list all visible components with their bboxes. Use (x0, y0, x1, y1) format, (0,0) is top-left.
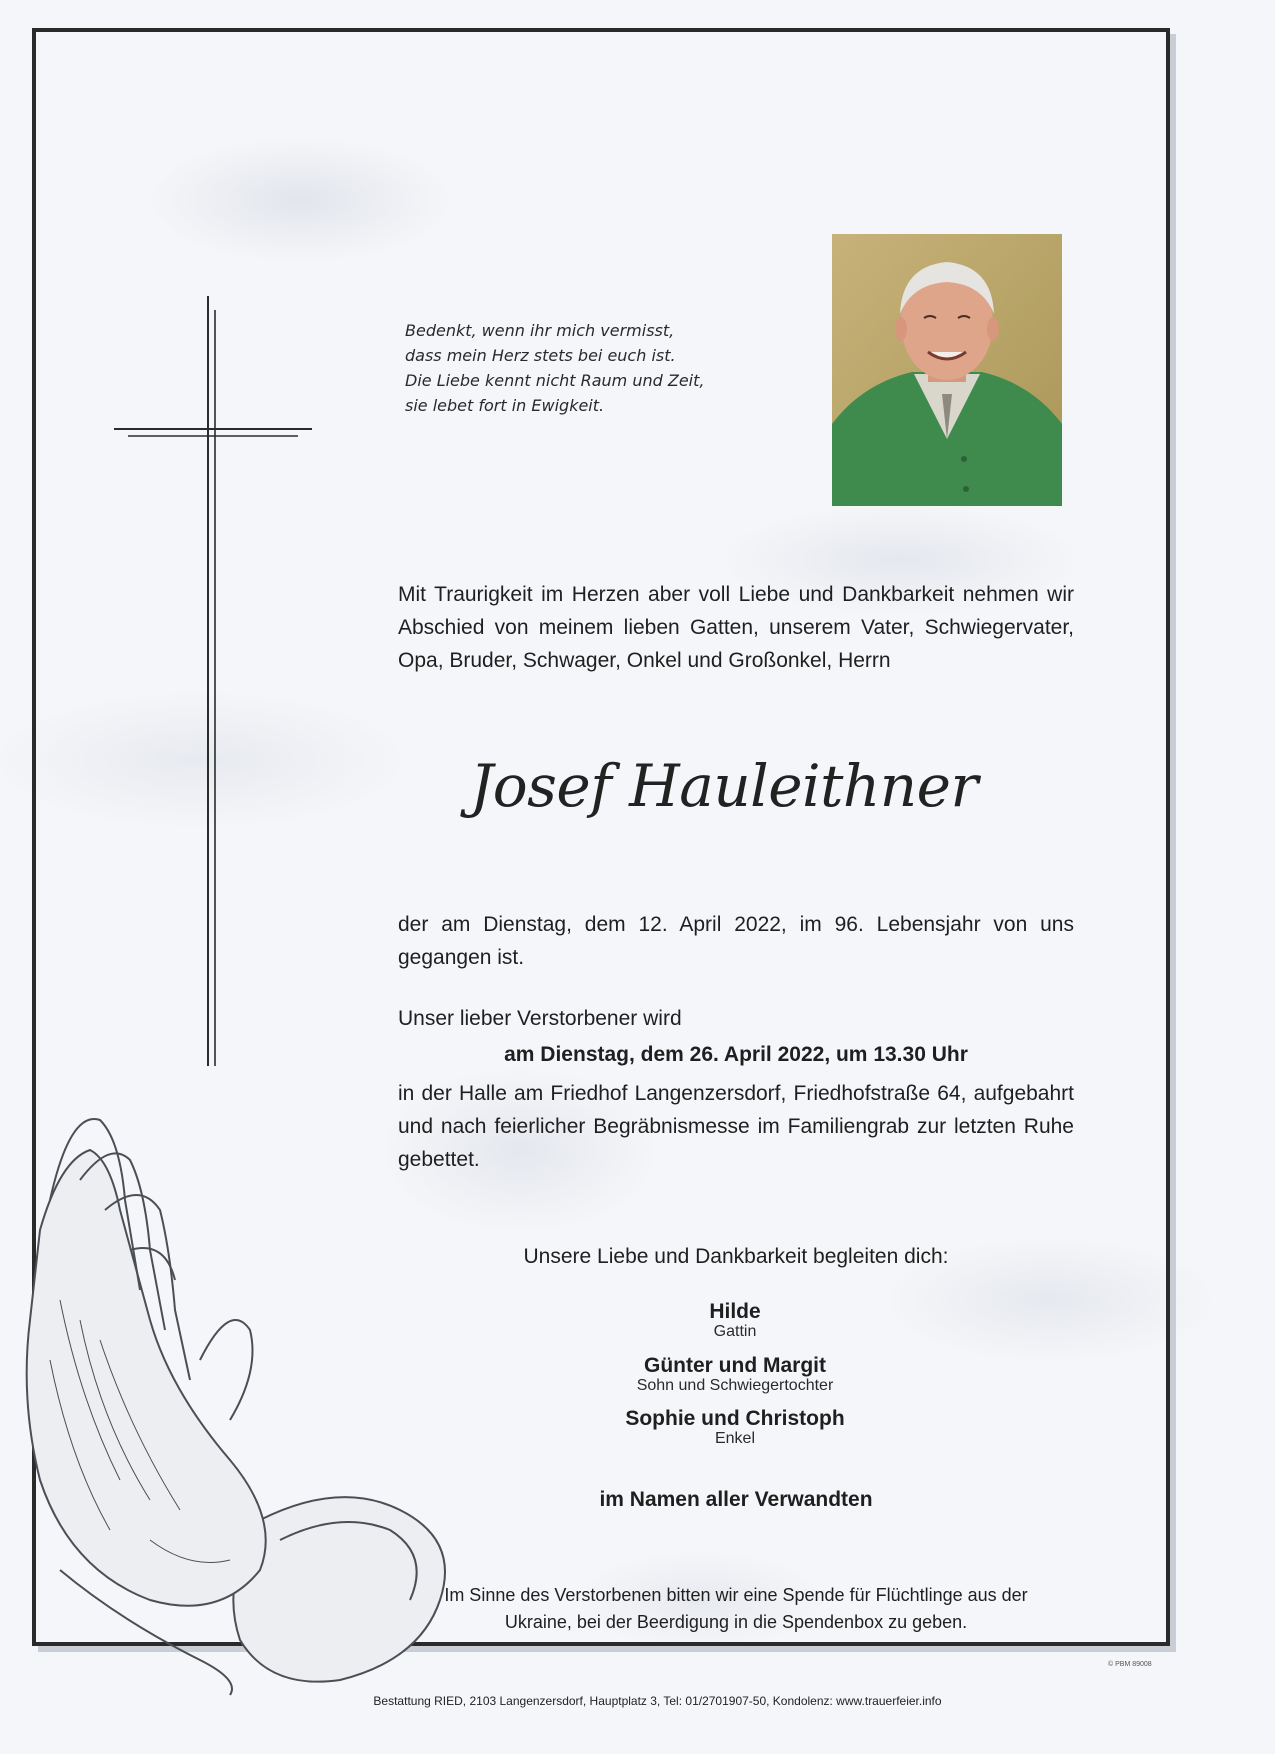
mourner-relation: Gattin (713, 1323, 757, 1340)
mourner-entry (560, 1301, 910, 1341)
footer-text: Bestattung RIED, 2103 Langenzersdorf, Hauptplatz 3, Tel: 01/2701907-50, Kondolenz: www.trauerfeier.info (373, 1694, 942, 1708)
mourner-name: Sophie und Christoph (625, 1407, 845, 1430)
poem-line: sie lebet fort in Ewigkeit. (405, 396, 605, 415)
funeral-date: am Dienstag, dem 26. April 2022, um 13.30 Uhr (504, 1043, 968, 1066)
donation-line: Ukraine, bei der Beerdigung in die Spendenbox zu geben. (504, 1612, 968, 1632)
poem-line: Bedenkt, wenn ihr mich vermisst, (405, 321, 675, 340)
poem (405, 318, 735, 418)
funeral-announce: Unser lieber Verstorbener wird (398, 1007, 682, 1030)
donation-note (398, 1582, 1074, 1636)
thanks-text: Unsere Liebe und Dankbarkeit begleiten dich: (523, 1245, 949, 1268)
deceased-name: Josef Hauleithner (470, 752, 978, 820)
mourner-entry (560, 1408, 910, 1448)
cross-icon (112, 296, 312, 1076)
mourner-entry (560, 1355, 910, 1395)
portrait-photo (832, 234, 1062, 506)
closing-text: im Namen aller Verwandten (599, 1488, 873, 1511)
mourner-relation: Sohn und Schwiegertochter (636, 1377, 834, 1394)
donation-line: Im Sinne des Verstorbenen bitten wir eine Spende für Flüchtlinge aus der (444, 1585, 1028, 1605)
print-code: © PBM 89008 (1108, 1661, 1152, 1668)
intro-text: Mit Traurigkeit im Herzen aber voll Liebe und Dankbarkeit nehmen wir Abschied von meinem lieben Gatten, unserem Vater, Schwiegervater, Opa, Bruder, Schwager, Onkel und Großonkel, Herrn (398, 583, 1074, 672)
mourner-name: Hilde (709, 1300, 761, 1323)
mourner-relation: Enkel (714, 1430, 756, 1447)
mourner-name: Günter und Margit (644, 1354, 826, 1377)
poem-line: Die Liebe kennt nicht Raum und Zeit, (405, 371, 705, 390)
praying-hands-icon (0, 1100, 470, 1700)
death-text: der am Dienstag, dem 12. April 2022, im 96. Lebensjahr von uns gegangen ist. (398, 913, 1074, 969)
funeral-place: in der Halle am Friedhof Langenzersdorf, Friedhofstraße 64, aufgebahrt und nach feierlicher Begräbnismesse im Familiengrab zur letzten Ruhe gebettet. (398, 1082, 1074, 1171)
poem-line: dass mein Herz stets bei euch ist. (405, 346, 676, 365)
